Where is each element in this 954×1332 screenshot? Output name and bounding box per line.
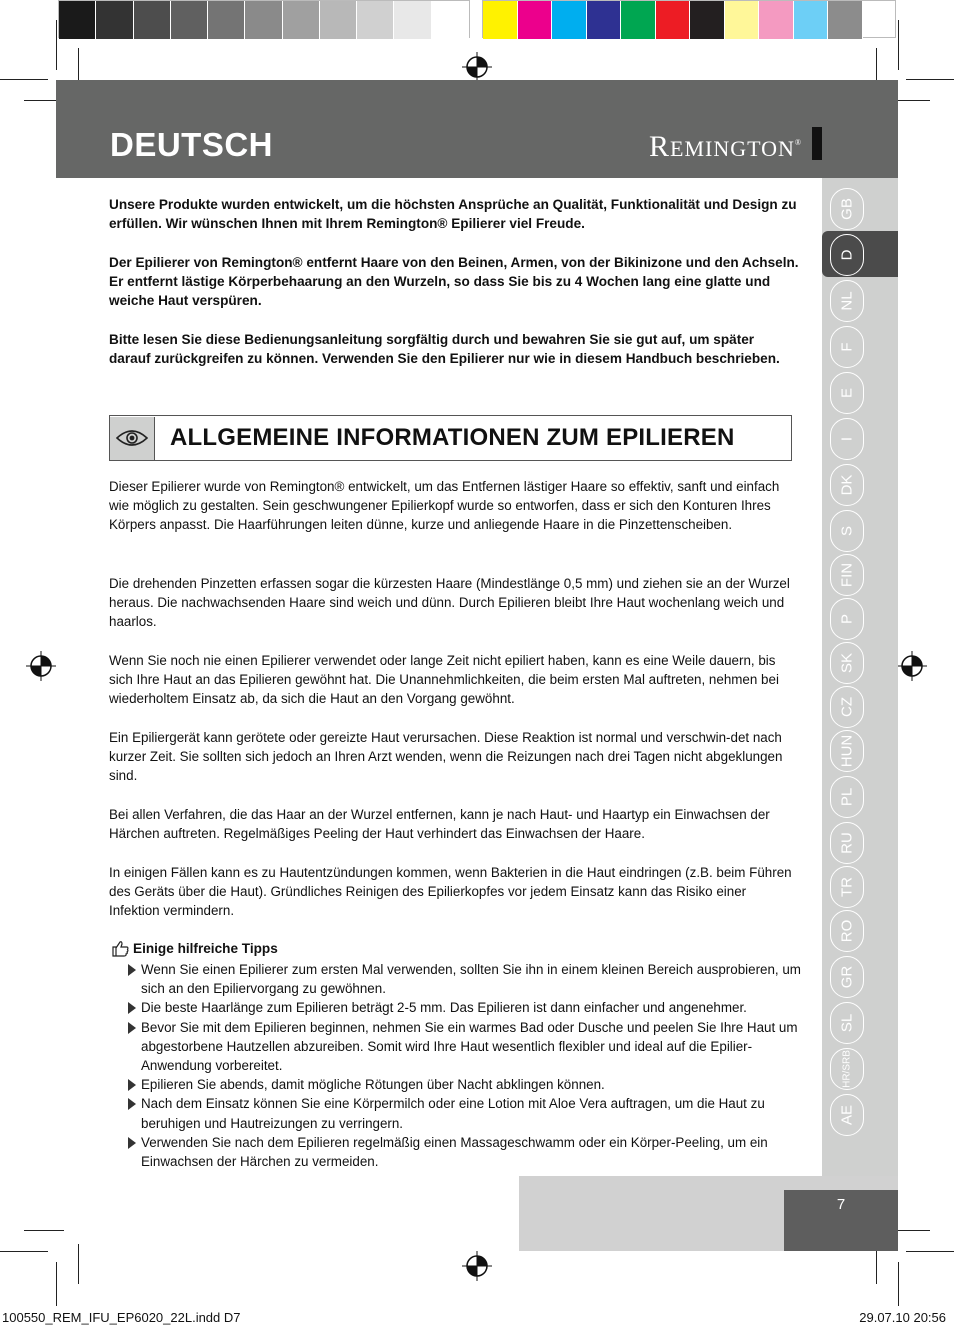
registration-mark-icon [897,651,927,681]
language-tab-p[interactable]: P [830,598,864,640]
gray-swatch [394,1,431,39]
body-paragraph: Wenn Sie noch nie einen Epilierer verwendet oder lange Zeit nicht epiliert haben, kann es eine Weile dauern, bis sich Ihre Haut an das Epilieren gewöhnt hat. Die Unannehmlichkeiten, die beim ersten Mal auftreten, nehmen bei wiederholtem Einsatz ab, da sich die Haut an den Vorgang gewöhnt. [109,653,779,707]
registration-mark-icon [462,1251,492,1281]
tip-item: Epilieren Sie abends, damit mögliche Rötungen über Nacht abklingen können. [127,1075,807,1094]
language-tab-sk[interactable]: SK [830,642,864,684]
color-swatch [587,1,622,39]
language-tab-i[interactable]: I [830,418,864,460]
color-swatch [725,1,760,39]
thumbs-up-icon [111,940,129,957]
language-tab-gb[interactable]: GB [830,188,864,230]
brand-block [812,127,822,160]
language-tab-d[interactable]: D [830,234,864,276]
language-tab-e[interactable]: E [830,372,864,414]
language-tab-tr[interactable]: TR [830,866,864,908]
language-tab-ae[interactable]: AE [830,1094,864,1136]
language-tab-hr-srb[interactable]: HR/SRB [830,1048,864,1090]
crop-mark [24,1230,64,1231]
gray-swatch [320,1,357,39]
process-color-bar [482,0,896,38]
language-tab-ru[interactable]: RU [830,822,864,864]
page-number-box [784,1190,898,1251]
tip-item: Verwenden Sie nach dem Epilieren regelmäßig einen Massageschwamm oder ein Körper-Peeling, um ein Einwachsen der Härchen zu vermeiden. [127,1133,807,1171]
crop-mark [898,20,899,70]
crop-mark [0,1251,48,1252]
color-swatch [656,1,691,39]
tips-list [127,960,807,1171]
tip-item: Die beste Haarlänge zum Epilieren beträgt 2-5 mm. Das Epilieren ist dann einfacher und angenehmer. [127,998,807,1017]
crop-mark [906,1251,954,1252]
color-swatch [518,1,553,39]
tip-item: Bevor Sie mit dem Epilieren beginnen, nehmen Sie ein warmes Bad oder Dusche und peelen Sie Ihre Haut um abgestorbene Hautzellen abzureiben. Somit wird Ihre Haut wesentlich flexibler und ideal auf die Epilier-Anwendung vorbereitet. [127,1018,807,1076]
color-swatch [552,1,587,39]
gray-swatch [134,1,171,39]
page-number: 7 [836,1196,846,1213]
intro-paragraph: Bitte lesen Sie diese Bedienungsanleitung sorgfältig durch und bewahren Sie sie gut auf, um später darauf zurückgreifen zu können. Verwenden Sie den Epilierer nur wie in diesem Handbuch beschrieben. [109,332,780,367]
gray-swatch [357,1,394,39]
color-swatch [690,1,725,39]
body-paragraph: Bei allen Verfahren, die das Haar an der Wurzel entfernen, kann je nach Haut- und Haartyp ein Einwachsen der Härchen auftreten. Regelmäßiges Peeling der Haut verhindert das Einwachsen der Haare. [109,807,770,842]
crop-mark [898,1262,899,1306]
crop-mark [78,1244,79,1284]
language-tab-fin[interactable]: FIN [830,554,864,596]
page-header [56,80,898,178]
section-title: ALLGEMEINE INFORMATIONEN ZUM EPILIEREN [170,424,735,451]
language-tab-nl[interactable]: NL [830,280,864,322]
brand-logo: REMINGTON® [648,130,802,163]
body-paragraph: Die drehenden Pinzetten erfassen sogar die kürzesten Haare (Mindestlänge 0,5 mm) und ziehen sie an der Wurzel heraus. Die nachwachsenden Haare sind weich und dünn. Durch Epilieren bleibt Ihre Haut wochenlang weich und haarlos. [109,576,790,630]
language-tab-ro[interactable]: RO [830,910,864,952]
language-tab-dk[interactable]: DK [830,464,864,506]
gray-swatch [59,1,96,39]
intro-paragraph: Unsere Produkte wurden entwickelt, um die höchsten Ansprüche an Qualität, Funktionalität und Design zu erfüllen. Wir wünschen Ihnen mit Ihrem Remington® Epilierer viel Freude. [109,197,797,232]
color-swatch [483,1,518,39]
crop-mark [0,79,48,80]
gray-swatch [245,1,282,39]
tip-item: Nach dem Einsatz können Sie eine Körpermilch oder eine Lotion mit Aloe Vera auftragen, um die Haut zu beruhigen und Hautreizungen zu verringern. [127,1094,807,1132]
gray-swatch [208,1,245,39]
slug-file: 100550_REM_IFU_EP6020_22L.indd D7 [2,1310,241,1325]
language-tab-pl[interactable]: PL [830,776,864,818]
gray-swatch [171,1,208,39]
tips-heading: Einige hilfreiche Tipps [111,940,278,957]
eye-icon [110,417,155,460]
language-tab-sl[interactable]: SL [830,1002,864,1044]
page-title: DEUTSCH [110,126,274,163]
registration-mark-icon [462,52,492,82]
gray-swatch [96,1,133,39]
language-tab-gr[interactable]: GR [830,956,864,998]
crop-mark [906,79,954,80]
body-paragraph: In einigen Fällen kann es zu Hautentzündungen kommen, wenn Bakterien in die Haut eindringen (z.B. beim Führen des Geräts über die Haut). Gründliches Reinigen des Epilierkopfes vor jedem Einsatz kann das Risiko einer Infektion vermindern. [109,865,792,919]
section-heading [109,415,792,461]
color-swatch [621,1,656,39]
gray-swatch [283,1,320,39]
language-tab-hun[interactable]: HUN [830,730,864,772]
body-paragraph: Dieser Epilierer wurde von Remington® entwickelt, um das Entfernen lästiger Haare so effektiv, sanft und einfach wie möglich zu gestalten. Sein geschwungener Epilierkopf wurde so entworfen, dass er sich den Konturen Ihres Körpers anpasst. Die Haarführungen leiten dünne, kurze und anliegende Haare in die Pinzettenscheiben. [109,479,780,533]
language-tab-s[interactable]: S [830,510,864,552]
language-tab-f[interactable]: F [830,326,864,368]
color-swatch [828,1,863,39]
gray-swatch [432,1,469,39]
color-swatch [759,1,794,39]
body-paragraph: Ein Epiliergerät kann gerötete oder gereizte Haut verursachen. Diese Reaktion ist normal und verschwin-det nach kurzer Zeit. Sie sollten sich jedoch an Ihren Arzt wenden, wenn die Reizungen nach drei Tagen nicht abgeklungen sind. [109,730,783,784]
crop-mark [56,1262,57,1306]
crop-mark [56,20,57,70]
slug-date: 29.07.10 20:56 [859,1310,946,1325]
tip-item: Wenn Sie einen Epilierer zum ersten Mal verwenden, sollten Sie ihn in einem kleinen Bereich ausprobieren, um sich an den Epiliervorgang zu gewöhnen. [127,960,807,998]
color-swatch [794,1,829,39]
registration-mark-icon [26,651,56,681]
grayscale-color-bar [58,0,470,38]
intro-paragraph: Der Epilierer von Remington® entfernt Haare von den Beinen, Armen, von der Bikinizone und den Achseln. Er entfernt lästige Körperbehaarung an den Wurzeln, so dass Sie bis zu 4 Wochen lang eine glatte und weiche Haut verspüren. [109,255,799,309]
language-tab-cz[interactable]: CZ [830,686,864,728]
